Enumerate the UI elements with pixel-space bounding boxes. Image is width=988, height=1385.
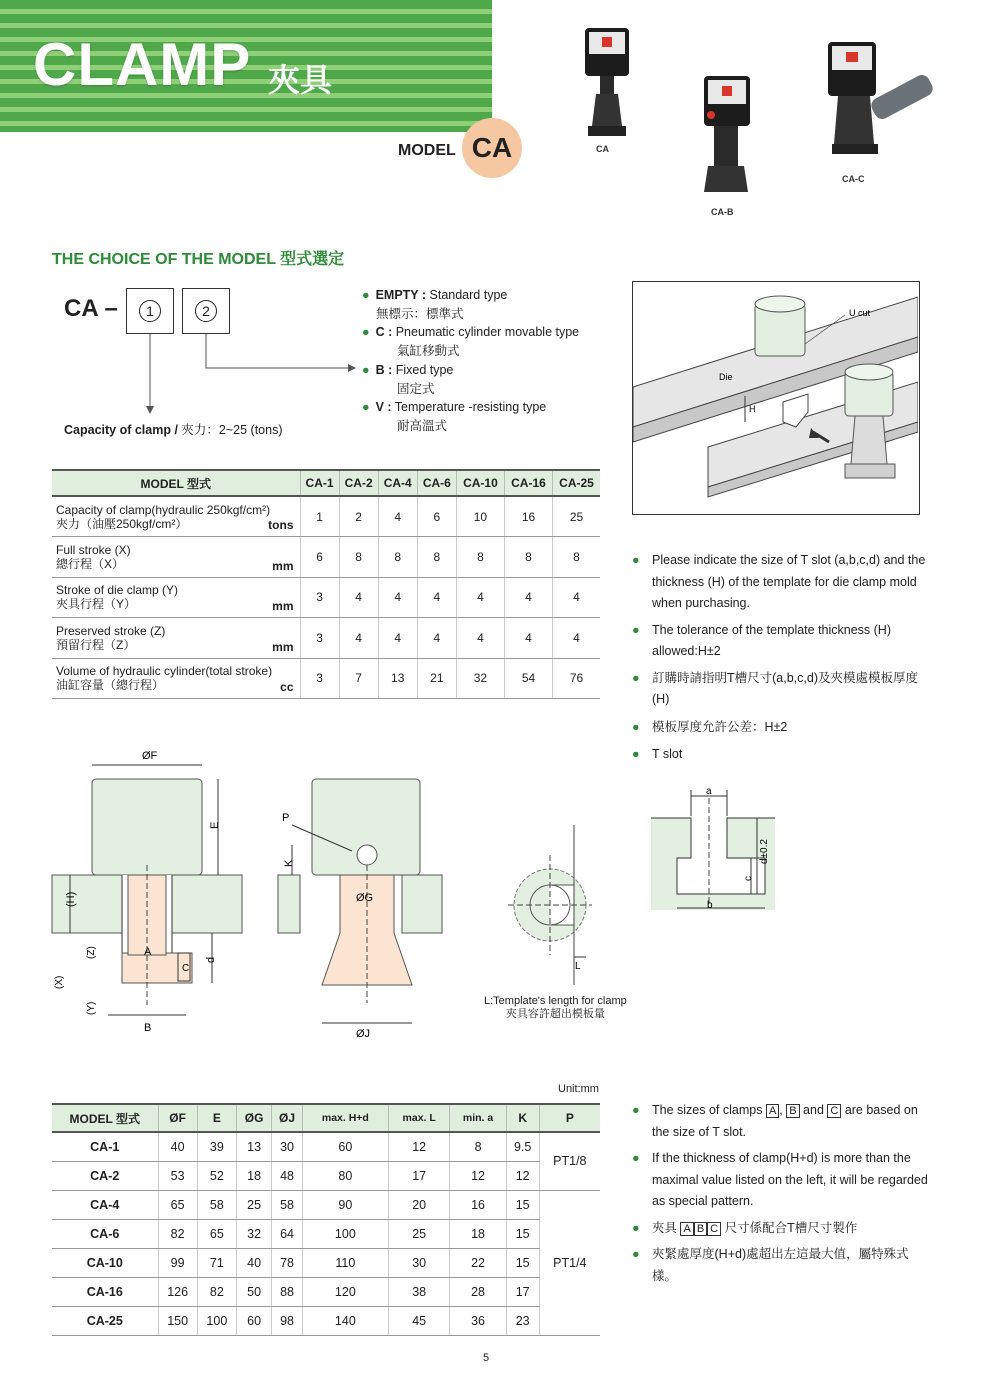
dim-cell: 58 xyxy=(197,1190,236,1219)
dim-cell: 40 xyxy=(158,1132,197,1161)
option-c-cn: 氣缸移動式 xyxy=(397,344,460,359)
label-l: L xyxy=(575,961,581,972)
product-label-ca-c: CA-C xyxy=(842,174,865,184)
note-clamp-sizes-cn: ● 夾具 A B C 尺寸係配合T槽尺寸製作 xyxy=(632,1220,858,1235)
model-label: MODEL xyxy=(398,142,456,159)
code-box-1 xyxy=(126,288,174,334)
model-code-prefix: CA – xyxy=(64,295,118,322)
dim-cell: 32 xyxy=(236,1219,271,1248)
notes-top xyxy=(632,550,932,771)
dimension-table xyxy=(52,1103,600,1336)
dim-cell: 48 xyxy=(272,1161,303,1190)
spec-cell: 4 xyxy=(504,577,552,618)
ts-b-label: b xyxy=(707,900,713,911)
spec-cell: 54 xyxy=(504,658,552,699)
dim-cell: 90 xyxy=(302,1190,388,1219)
spec-cell: 16 xyxy=(504,496,552,537)
spec-header-col: CA-25 xyxy=(553,470,600,496)
label-x: (X) xyxy=(54,975,65,989)
spec-cell: 7 xyxy=(339,658,378,699)
dim-cell: 15 xyxy=(506,1219,539,1248)
page-number: 5 xyxy=(483,1352,490,1364)
spec-cell: 8 xyxy=(456,537,504,578)
product-label-ca: CA xyxy=(596,144,609,154)
spec-table-row xyxy=(52,577,600,618)
dim-cell: 30 xyxy=(272,1132,303,1161)
option-b: ● B : Fixed type xyxy=(362,362,454,377)
dim-cell: 25 xyxy=(236,1190,271,1219)
spec-header-col: CA-6 xyxy=(417,470,456,496)
capacity-label-cn: 夾力：2~25 (tons) xyxy=(181,423,283,437)
spec-row-label: Preserved stroke (Z) 預留行程（Z） mm xyxy=(52,618,300,659)
dim-header-col: ØG xyxy=(236,1104,271,1132)
l-note xyxy=(484,995,627,1021)
dim-header-col: min. a xyxy=(450,1104,506,1132)
dim-cell: 25 xyxy=(388,1219,450,1248)
spec-cell: 6 xyxy=(417,496,456,537)
note-tolerance: ● The tolerance of the template thickness (H) allowed:H±2 xyxy=(632,622,892,658)
dim-cell: 12 xyxy=(450,1161,506,1190)
dim-table-row xyxy=(52,1306,600,1335)
dim-cell: 39 xyxy=(197,1132,236,1161)
dim-cell: CA-4 xyxy=(52,1190,158,1219)
t-slot-illustration xyxy=(632,281,920,515)
dim-cell: 100 xyxy=(197,1306,236,1335)
page-title-cn: 夾具 xyxy=(268,62,333,98)
spec-table-row xyxy=(52,618,600,659)
note-tslot-title: ● T slot xyxy=(632,747,683,761)
spec-cell: 8 xyxy=(417,537,456,578)
note-thickness: ● If the thickness of clamp(H+d) is more than the maximal value listed on the left, it will be regarded as special pattern. xyxy=(632,1151,928,1208)
dim-header-col: ØF xyxy=(158,1104,197,1132)
dim-cell: 71 xyxy=(197,1248,236,1277)
option-v-cn: 耐高溫式 xyxy=(397,418,448,433)
label-b: B xyxy=(144,1022,152,1034)
capacity-label xyxy=(64,420,283,438)
spec-cell: 25 xyxy=(553,496,600,537)
spec-cell: 8 xyxy=(378,537,417,578)
dim-cell: 20 xyxy=(388,1190,450,1219)
label-a: A xyxy=(144,946,152,958)
section-title: THE CHOICE OF THE MODEL 型式選定 xyxy=(52,251,345,268)
spec-cell: 3 xyxy=(300,577,339,618)
dim-cell: 8 xyxy=(450,1132,506,1161)
t-slot-diagram xyxy=(645,780,785,920)
dim-cell: 150 xyxy=(158,1306,197,1335)
dim-cell: 120 xyxy=(302,1277,388,1306)
dim-cell: 78 xyxy=(272,1248,303,1277)
dim-cell: CA-10 xyxy=(52,1248,158,1277)
option-v: ● V : Temperature -resisting type xyxy=(362,400,547,415)
spec-cell: 4 xyxy=(456,618,504,659)
dim-header-col: max. H+d xyxy=(302,1104,388,1132)
dim-cell: 17 xyxy=(506,1277,539,1306)
label-phi-j: ØJ xyxy=(356,1028,371,1040)
product-label-ca-b: CA-B xyxy=(711,207,734,217)
spec-cell: 4 xyxy=(456,577,504,618)
l-note-en: L:Template's length for clamp xyxy=(484,995,627,1007)
ts-c-label: c xyxy=(743,876,754,881)
label-phi-g: ØG xyxy=(356,892,374,904)
dim-cell: 50 xyxy=(236,1277,271,1306)
spec-table-header xyxy=(52,470,600,496)
drawing-front-view xyxy=(52,765,242,1015)
code-box-2-number: 2 xyxy=(195,300,217,322)
dim-cell: 22 xyxy=(450,1248,506,1277)
option-empty-cn: 無標示：標準式 xyxy=(376,306,464,321)
spec-table-row xyxy=(52,658,600,699)
dim-cell: 52 xyxy=(197,1161,236,1190)
product-ca-image xyxy=(585,28,629,136)
label-y: (Y) xyxy=(86,1001,97,1015)
spec-cell: 2 xyxy=(339,496,378,537)
dim-cell: CA-6 xyxy=(52,1219,158,1248)
dim-cell: 38 xyxy=(388,1277,450,1306)
spec-cell: 4 xyxy=(378,496,417,537)
spec-row-label: Full stroke (X) 總行程（X） mm xyxy=(52,537,300,578)
dim-cell: CA-1 xyxy=(52,1132,158,1161)
dim-cell: 60 xyxy=(236,1306,271,1335)
option-c: ● C : Pneumatic cylinder movable type xyxy=(362,325,580,340)
dim-cell: 15 xyxy=(506,1248,539,1277)
spec-cell: 8 xyxy=(504,537,552,578)
dim-cell: CA-2 xyxy=(52,1161,158,1190)
dim-cell: 12 xyxy=(506,1161,539,1190)
spec-cell: 3 xyxy=(300,618,339,659)
dim-cell: 40 xyxy=(236,1248,271,1277)
dim-cell: 9.5 xyxy=(506,1132,539,1161)
note-tslot-size-cn: ● 訂購時請指明T槽尺寸(a,b,c,d)及夾模處模板厚度(H) xyxy=(632,670,918,706)
dim-table-row xyxy=(52,1161,600,1190)
spec-cell: 13 xyxy=(378,658,417,699)
dim-header-col: ØJ xyxy=(272,1104,303,1132)
dim-cell: 65 xyxy=(197,1219,236,1248)
dim-cell: 99 xyxy=(158,1248,197,1277)
spec-cell: 4 xyxy=(378,577,417,618)
spec-cell: 1 xyxy=(300,496,339,537)
label-e: E xyxy=(209,821,221,829)
spec-row-label: Volume of hydraulic cylinder(total stroke) 油缸容量（總行程） cc xyxy=(52,658,300,699)
dim-cell: 58 xyxy=(272,1190,303,1219)
dim-header-col: E xyxy=(197,1104,236,1132)
page-title: CLAMP xyxy=(33,31,252,98)
dim-cell: CA-16 xyxy=(52,1277,158,1306)
unit-label: Unit:mm xyxy=(558,1083,599,1095)
spec-table-row xyxy=(52,496,600,537)
dim-cell: 13 xyxy=(236,1132,271,1161)
spec-cell: 76 xyxy=(553,658,600,699)
dim-table-row xyxy=(52,1248,600,1277)
label-c: C xyxy=(182,963,190,974)
spec-cell: 4 xyxy=(553,618,600,659)
dim-cell: 140 xyxy=(302,1306,388,1335)
spec-header-col: CA-10 xyxy=(456,470,504,496)
dim-table-row xyxy=(52,1277,600,1306)
spec-table-row xyxy=(52,537,600,578)
dim-cell: 12 xyxy=(388,1132,450,1161)
spec-row-label: Capacity of clamp(hydraulic 250kgf/cm²) 夾力（油壓250kgf/cm²） tons xyxy=(52,496,300,537)
type-options xyxy=(362,286,579,436)
spec-cell: 4 xyxy=(553,577,600,618)
spec-cell: 6 xyxy=(300,537,339,578)
ts-d-label: d±0.2 xyxy=(759,839,770,864)
dim-cell: 45 xyxy=(388,1306,450,1335)
label-h: (H) xyxy=(65,891,77,907)
dim-header-col: P xyxy=(539,1104,600,1132)
dim-cell: 18 xyxy=(236,1161,271,1190)
capacity-label-en: Capacity of clamp / xyxy=(64,423,182,437)
dim-cell: 15 xyxy=(506,1190,539,1219)
product-cac-image xyxy=(828,42,935,154)
spec-row-label: Stroke of die clamp (Y) 夾具行程（Y） mm xyxy=(52,577,300,618)
option-b-cn: 固定式 xyxy=(397,381,435,396)
code-connector-lines xyxy=(140,330,370,416)
dim-header-col: K xyxy=(506,1104,539,1132)
model-code-badge: CA xyxy=(462,118,522,178)
note-tolerance-cn: ● 模板厚度允許公差：H±2 xyxy=(632,719,788,734)
label-z: (Z) xyxy=(86,946,97,959)
dim-cell: 16 xyxy=(450,1190,506,1219)
spec-cell: 4 xyxy=(417,577,456,618)
spec-cell: 4 xyxy=(339,618,378,659)
dim-cell: 110 xyxy=(302,1248,388,1277)
product-cab-image xyxy=(704,76,750,192)
label-phi-f: ØF xyxy=(142,750,158,762)
spec-cell: 21 xyxy=(417,658,456,699)
spec-cell: 8 xyxy=(553,537,600,578)
dim-cell: 17 xyxy=(388,1161,450,1190)
spec-header-col: CA-4 xyxy=(378,470,417,496)
spec-header-model: MODEL 型式 xyxy=(52,470,300,496)
note-clamp-sizes: ● The sizes of clamps A , B and C are based on the size of T slot. xyxy=(632,1103,918,1139)
spec-cell: 4 xyxy=(339,577,378,618)
dim-cell: 98 xyxy=(272,1306,303,1335)
dim-cell: 53 xyxy=(158,1161,197,1190)
dim-cell: 60 xyxy=(302,1132,388,1161)
spec-table xyxy=(52,469,600,699)
option-empty: ● EMPTY : Standard type xyxy=(362,288,508,302)
dim-cell: 65 xyxy=(158,1190,197,1219)
spec-cell: 3 xyxy=(300,658,339,699)
dim-cell: 82 xyxy=(197,1277,236,1306)
h-label: H xyxy=(749,404,756,414)
spec-header-col: CA-2 xyxy=(339,470,378,496)
die-label: Die xyxy=(719,372,733,382)
ts-a-label: a xyxy=(706,786,712,797)
dim-table-row xyxy=(52,1219,600,1248)
notes-bottom xyxy=(632,1100,932,1292)
dim-cell: 18 xyxy=(450,1219,506,1248)
code-box-2 xyxy=(182,288,230,334)
note-thickness-cn: ● 夾緊處厚度(H+d)處超出左這最大值，屬特殊式樣。 xyxy=(632,1247,909,1283)
spec-cell: 32 xyxy=(456,658,504,699)
dim-table-row xyxy=(52,1190,600,1219)
spec-cell: 4 xyxy=(378,618,417,659)
dim-cell-p: PT1/4 xyxy=(539,1190,600,1335)
code-box-1-number: 1 xyxy=(139,300,161,322)
dim-cell: 126 xyxy=(158,1277,197,1306)
dim-header-col: max. L xyxy=(388,1104,450,1132)
label-k: K xyxy=(283,859,295,867)
u-cut-label: U cut xyxy=(849,308,871,318)
dim-cell: 64 xyxy=(272,1219,303,1248)
t-slot-illustration-svg xyxy=(633,282,918,513)
note-tslot-size: ● Please indicate the size of T slot (a,b,c,d) and the thickness (H) of the template for die clamp mold when purchasing. xyxy=(632,553,926,610)
dim-cell: 80 xyxy=(302,1161,388,1190)
spec-cell: 10 xyxy=(456,496,504,537)
dim-cell-p: PT1/8 xyxy=(539,1132,600,1190)
dim-cell: 82 xyxy=(158,1219,197,1248)
dim-cell: 30 xyxy=(388,1248,450,1277)
spec-header-col: CA-16 xyxy=(504,470,552,496)
dim-cell: 100 xyxy=(302,1219,388,1248)
spec-header-col: CA-1 xyxy=(300,470,339,496)
dim-cell: 88 xyxy=(272,1277,303,1306)
dim-cell: CA-25 xyxy=(52,1306,158,1335)
label-p: P xyxy=(282,812,290,824)
spec-cell: 8 xyxy=(339,537,378,578)
dim-cell: 23 xyxy=(506,1306,539,1335)
l-note-cn: 夾具容許超出模板量 xyxy=(505,1008,605,1020)
dim-cell: 36 xyxy=(450,1306,506,1335)
dim-table-header xyxy=(52,1104,600,1132)
spec-cell: 4 xyxy=(504,618,552,659)
spec-cell: 4 xyxy=(417,618,456,659)
dim-table-row xyxy=(52,1132,600,1161)
dim-header-model: MODEL 型式 xyxy=(52,1104,158,1132)
label-d: d xyxy=(205,956,217,963)
product-photos xyxy=(570,20,950,220)
dim-cell: 28 xyxy=(450,1277,506,1306)
